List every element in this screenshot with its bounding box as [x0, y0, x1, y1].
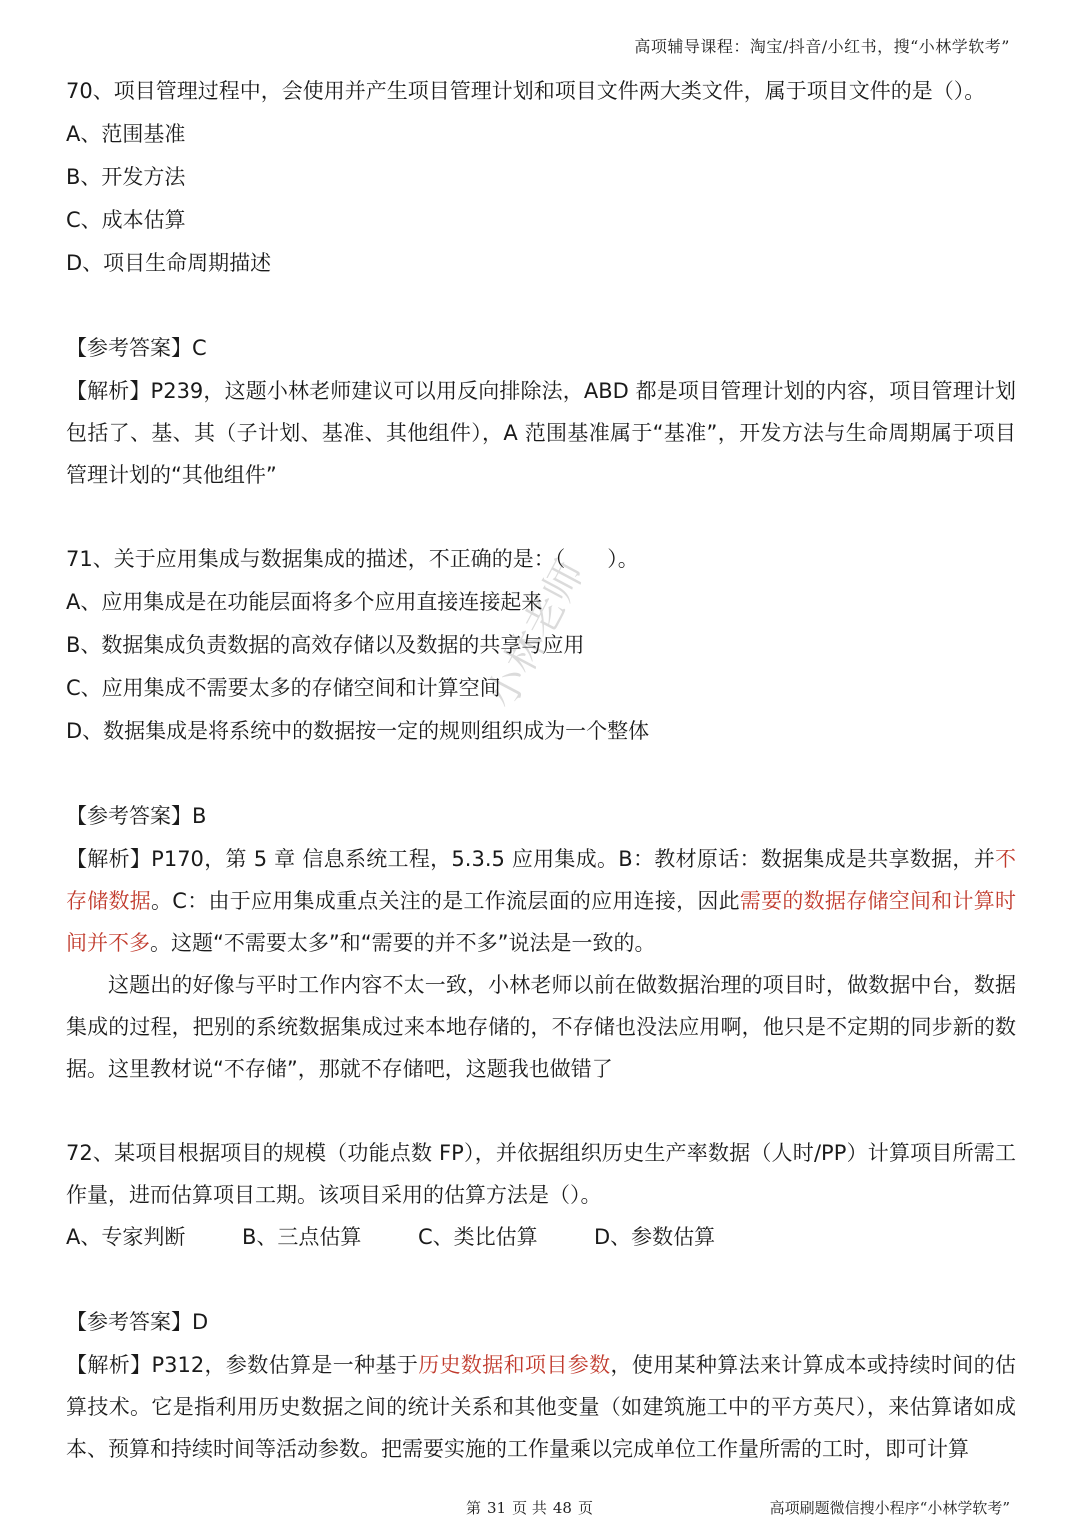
page-number-suffix: 页 [577, 1499, 593, 1517]
q71-analysis [66, 838, 1016, 964]
q70-option-a: A、范围基准 [66, 122, 186, 146]
q70-option-c: C、成本估算 [66, 208, 186, 232]
page-content [66, 70, 1016, 1470]
q71-comment: 这题出的好像与平时工作内容不太一致，小林老师以前在做数据治理的项目时，做数据中台，数据集成的过程，把别的系统数据集成过来本地存储的，不存储也没法应用啊，他只是不定期的同步新的数据。这里教材说“不存储”，那就不存储吧，这题我也做错了 [66, 973, 1016, 1081]
q71-option-c: C、应用集成不需要太多的存储空间和计算空间 [66, 676, 501, 700]
q70-answer: 【参考答案】C [66, 336, 207, 360]
q72-analysis-part1: 【解析】P312，参数估算是一种基于 [66, 1353, 419, 1377]
watermark: 小林老师 [477, 552, 594, 716]
page-number-prefix: 第 [466, 1499, 482, 1517]
question-70-stem: 70、项目管理过程中，会使用并产生项目管理计划和项目文件两大类文件，属于项目文件的是（）。 [66, 79, 986, 103]
q72-answer: 【参考答案】D [66, 1310, 209, 1334]
page-number [466, 1497, 593, 1518]
q72-options [66, 1216, 1016, 1259]
q71-analysis-part3: 。这题“不需要太多”和“需要的并不多”说法是一致的。 [150, 931, 656, 955]
q72-option-a: A、专家判断 [66, 1225, 186, 1249]
q71-answer: 【参考答案】B [66, 804, 207, 828]
page-header: 高项辅导课程：淘宝/抖音/小红书，搜“小林学软考” [634, 37, 1010, 56]
q71-analysis-highlight2: 需要的数据存储空间和计算时间并不多 [66, 889, 1016, 955]
question-72-stem: 72、某项目根据项目的规模（功能点数 FP），并依据组织历史生产率数据（人时/PP）计算项目所需工作量，进而估算项目工期。该项目采用的估算方法是（）。 [66, 1141, 1016, 1207]
q70-option-d: D、项目生命周期描述 [66, 251, 272, 275]
q72-analysis-part2: ，使用某种算法来计算成本或持续时间的估算技术。它是指利用历史数据之间的统计关系和其他变量（如建筑施工中的平方英尺），来估算诸如成本、预算和持续时间等活动参数。把需要实施的工作量乘以完成单位工作量所需的工时，即可计算 [66, 1353, 1017, 1461]
q71-analysis-highlight1: 不存储数据 [66, 847, 1016, 913]
q72-analysis [66, 1344, 1016, 1470]
footer-promo: 高项刷题微信搜小程序“小林学软考” [769, 1499, 1010, 1517]
q72-option-c: C、类比估算 [418, 1225, 538, 1249]
q71-analysis-part1: 【解析】P170，第 5 章 信息系统工程，5.3.5 应用集成。B：教材原话：数据集成是共享数据，并 [66, 847, 995, 871]
page-current: 31 [487, 1499, 507, 1517]
q70-option-b: B、开发方法 [66, 165, 186, 189]
page-number-mid: 页 共 [512, 1499, 547, 1517]
q71-option-d: D、数据集成是将系统中的数据按一定的规则组织成为一个整体 [66, 719, 650, 743]
q70-analysis: 【解析】P239，这题小林老师建议可以用反向排除法，ABD 都是项目管理计划的内容，项目管理计划包括了、基、其（子计划、基准、其他组件），A 范围基准属于“基准”，开发方法与生命周期属于项目管理计划的“其他组件” [66, 379, 1016, 487]
q71-option-b: B、数据集成负责数据的高效存储以及数据的共享与应用 [66, 633, 585, 657]
page-total: 48 [552, 1499, 572, 1517]
question-71-stem: 71、关于应用集成与数据集成的描述，不正确的是：（ ）。 [66, 547, 639, 571]
q72-option-d: D、参数估算 [594, 1225, 716, 1249]
q71-option-a: A、应用集成是在功能层面将多个应用直接连接起来 [66, 590, 543, 614]
q72-analysis-highlight: 历史数据和项目参数 [418, 1353, 611, 1377]
q72-option-b: B、三点估算 [242, 1225, 362, 1249]
q71-analysis-part2: 。C：由于应用集成重点关注的是工作流层面的应用连接，因此 [151, 889, 740, 913]
